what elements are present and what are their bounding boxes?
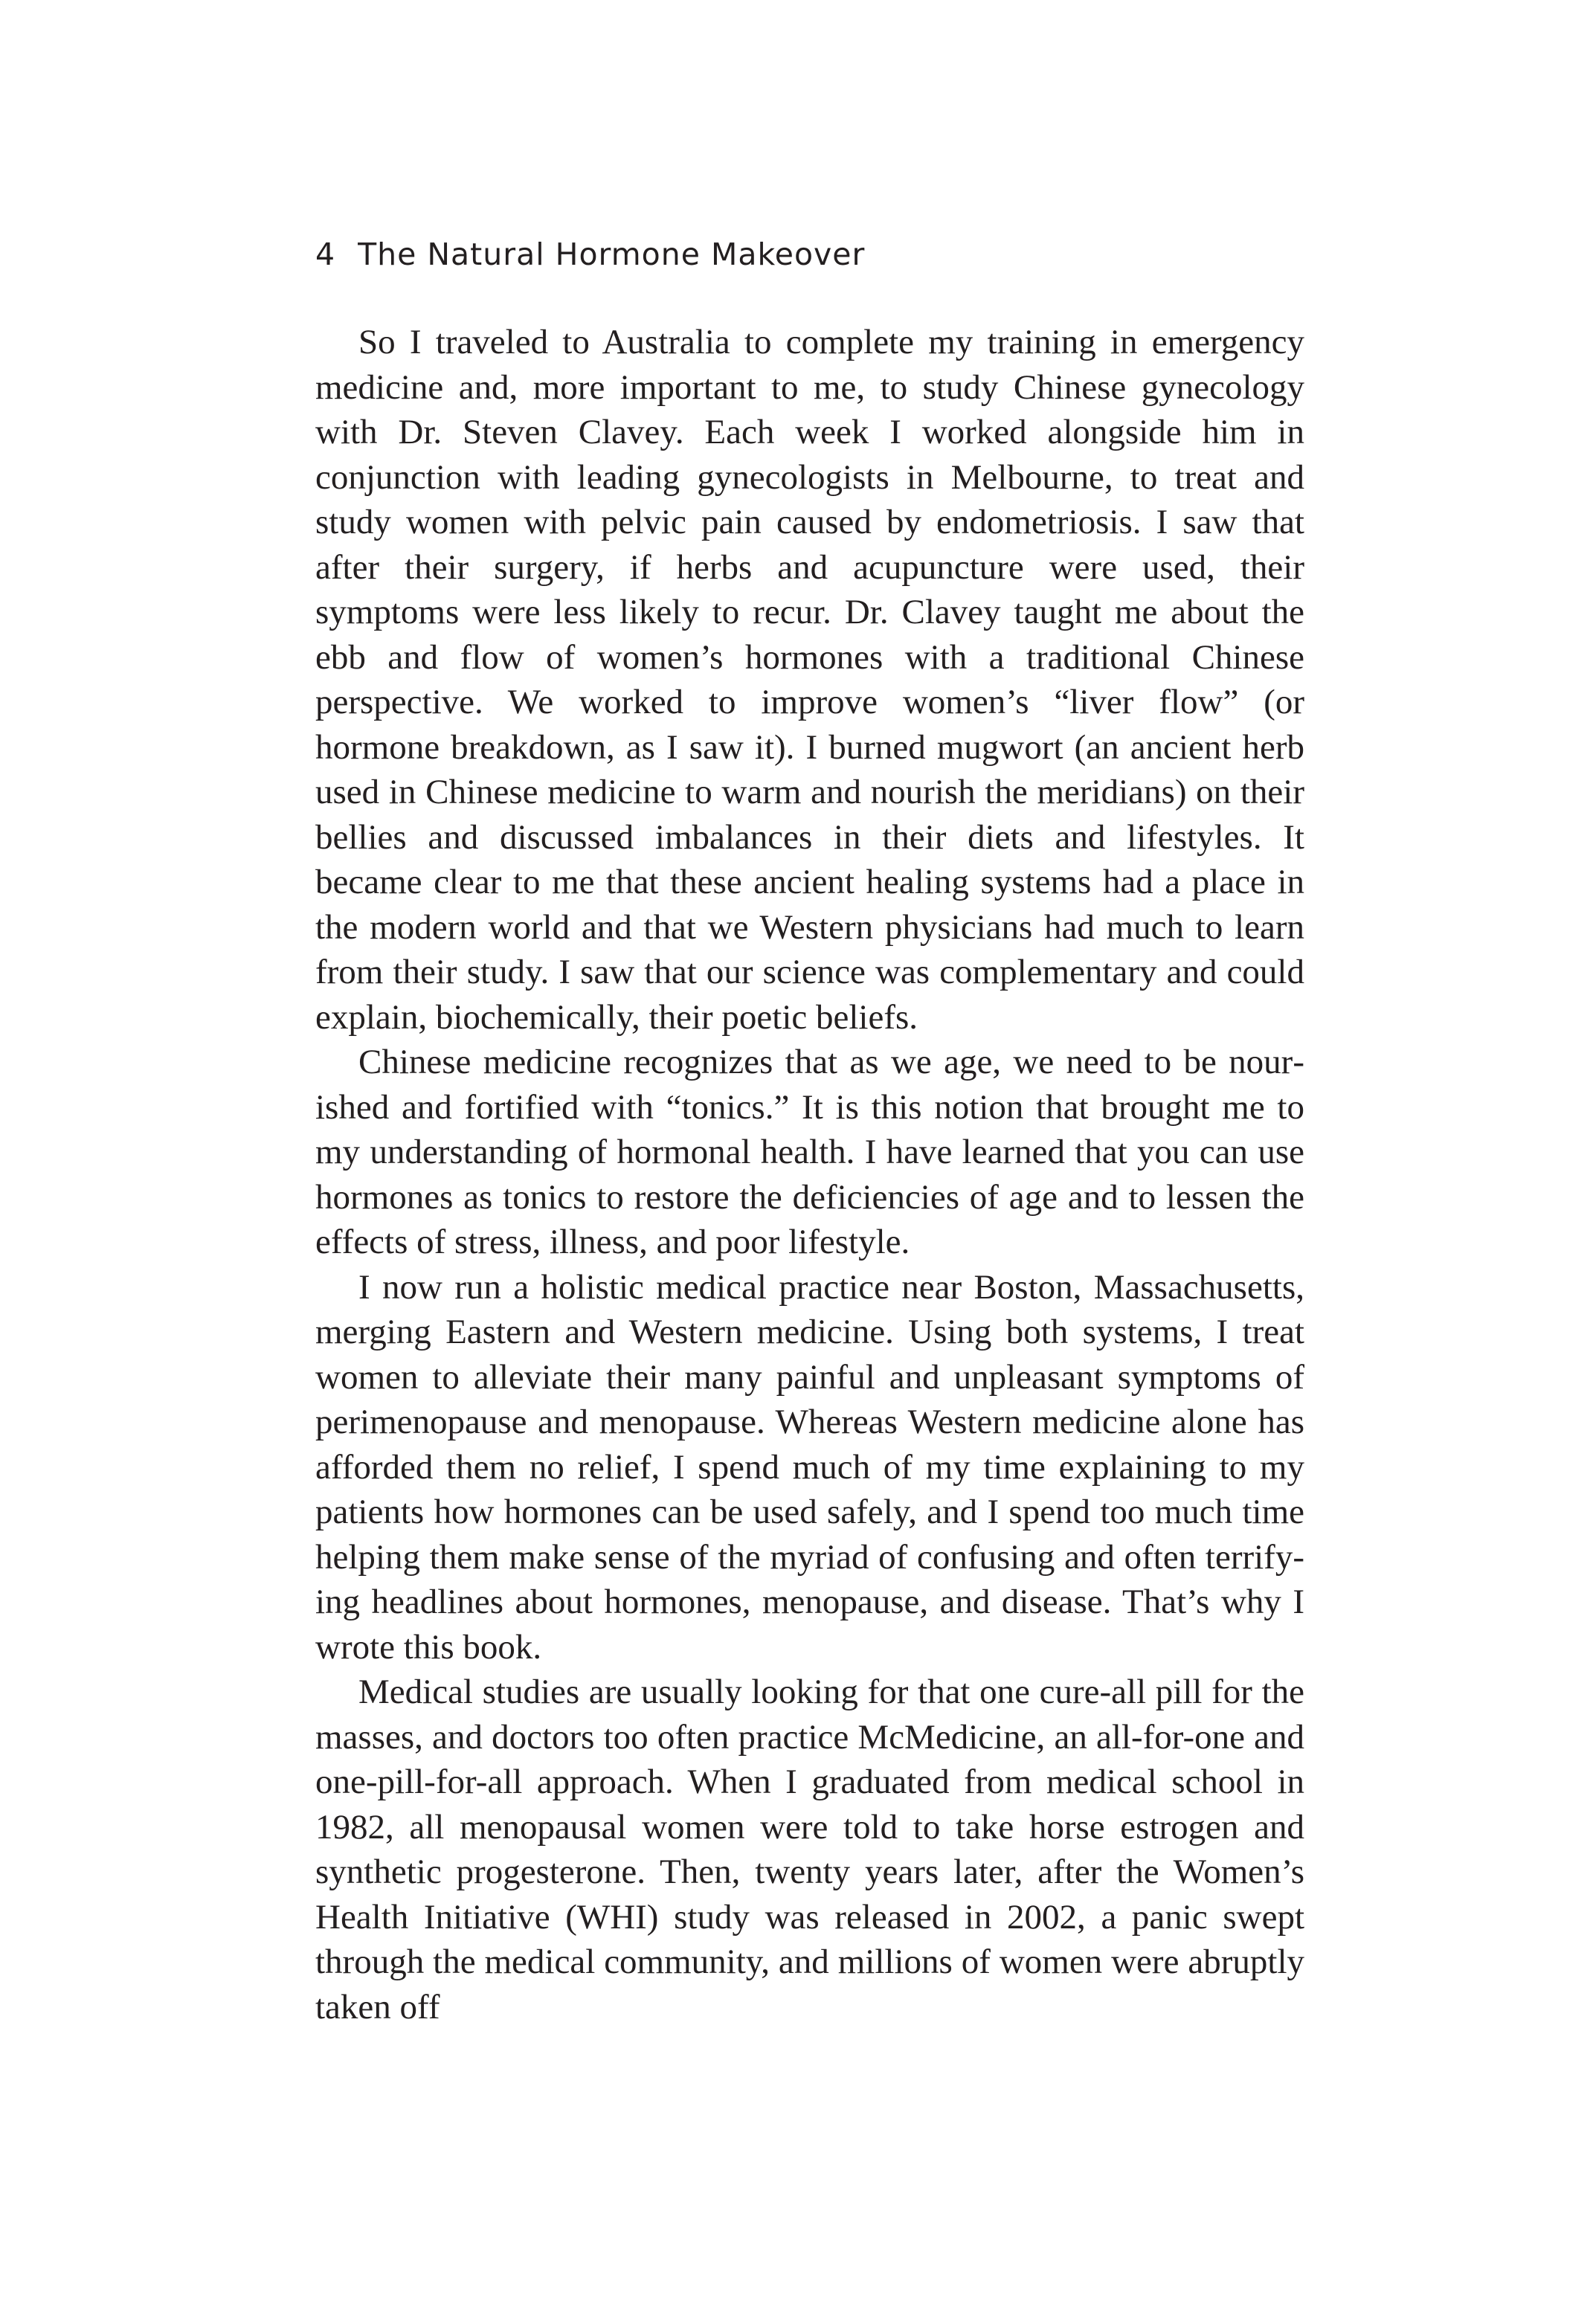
paragraph: I now run a holistic medical practice near Boston, Massachusetts, merging Eastern and Western medicine. Using both systems, I treat women to alleviate their many painful and unpleasant symptoms of perimenopause and menopause. Whereas Western medicine alone has afforded them no relief, I spend much of my time explaining to my patients how hormones can be used safely, and I spend too much time helping them make sense of the myriad of confusing and often terrifying headlines about hormones, menopause, and disease. That’s why I wrote this book.: [315, 1267, 1304, 1667]
book-title: The Natural Hormone Makeover: [358, 236, 866, 272]
page-number: 4: [315, 236, 336, 272]
running-head: [315, 236, 865, 272]
paragraph: Medical studies are usually looking for that one cure-all pill for the masses, and doctors too often practice McMedicine, an all-for-one and one-pill-for-all approach. When I graduated from medical school in 1982, all menopausal women were told to take horse estrogen and synthetic progesterone. Then, twenty years later, after the Women’s Health Initiative (WHI) study was released in 2002, a panic swept through the medical community, and millions of women were abruptly taken off: [315, 1673, 1304, 2027]
paragraph: Chinese medicine recognizes that as we age, we need to be nourished and fortified with “tonics.” It is this notion that brought me to my understanding of hormonal health. I have learned that you can use hormones as tonics to restore the deficiencies of age and to lessen the effects of stress, illness, and poor lifestyle.: [315, 1043, 1304, 1261]
body-text: [315, 320, 1304, 2030]
paragraph: So I traveled to Australia to complete my training in emergency medicine and, more important to me, to study Chinese gynecology with Dr. Steven Clavey. Each week I worked alongside him in conjunction with leading gynecologists in Melbourne, to treat and study women with pelvic pain caused by endometriosis. I saw that after their surgery, if herbs and acupuncture were used, their symptoms were less likely to recur. Dr. Clavey taught me about the ebb and flow of women’s hormones with a traditional Chinese perspective. We worked to improve women’s “liver flow” (or hormone breakdown, as I saw it). I burned mugwort (an ancient herb used in Chinese medicine to warm and nourish the meridians) on their bellies and discussed imbalances in their diets and lifestyles. It became clear to me that these ancient healing systems had a place in the modern world and that we Western physicians had much to learn from their study. I saw that our science was complementary and could explain, biochemically, their poetic beliefs.: [315, 323, 1304, 1037]
